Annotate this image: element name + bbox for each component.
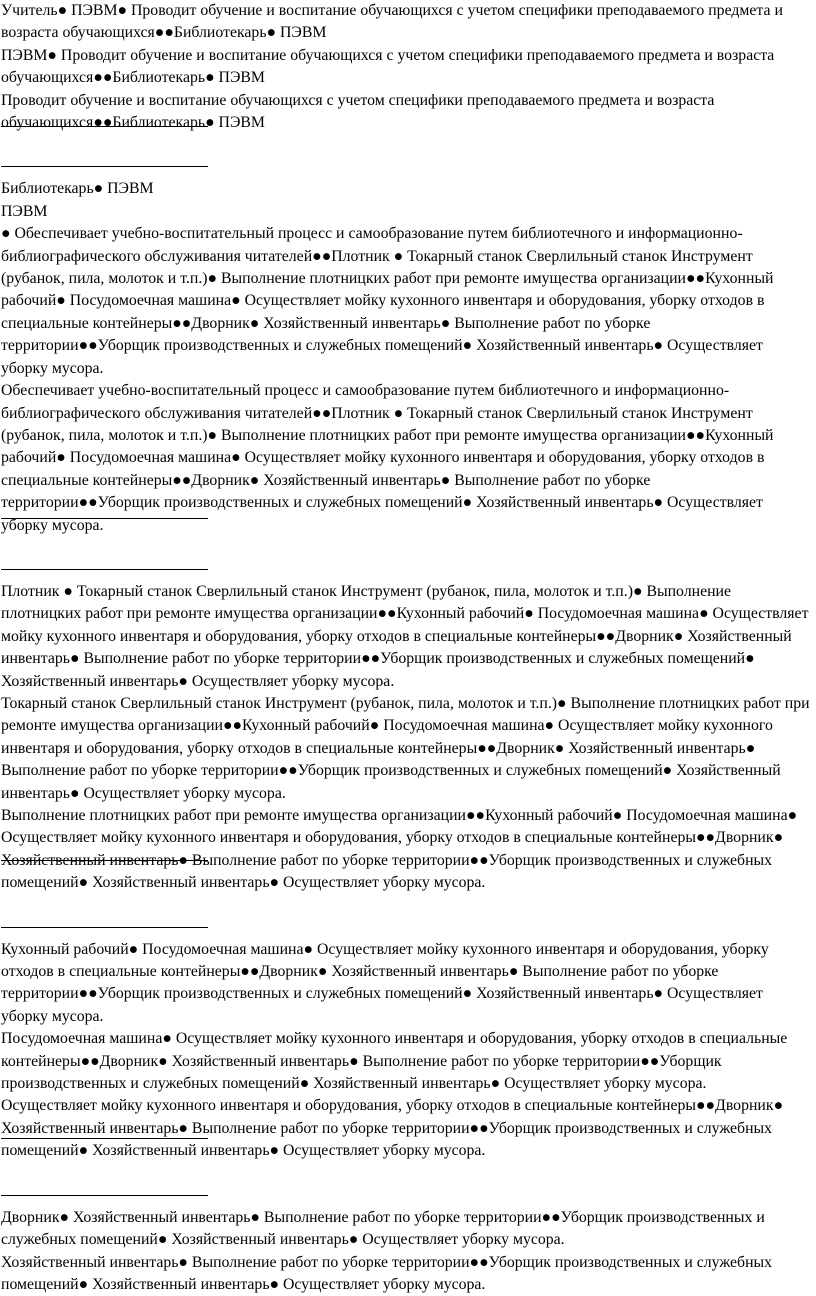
paragraph: ПЭВМ● Проводит обучение и воспитание обучающихся с учетом специфики преподаваемого предмета и возраста обучающихся●●Библиотекарь● ПЭВМ — [0, 45, 816, 90]
divider-rule — [1, 927, 208, 928]
section-divider — [0, 895, 816, 939]
paragraph: Плотник ● Токарный станок Сверлильный станок Инструмент (рубанок, пила, молоток и т.п.)● Выполнение плотницких работ при ремонте имущества организации●●Кухонный рабочий● Посудомоечная машина● Осуществляет мойку кухонного инвентаря и оборудования, уборку отходов в специальные контейнеры●●Дворник● Хозяйственный инвентарь● Выполнение работ по уборке территории●●Уборщик производственных и служебных помещений● Хозяйственный инвентарь● Осуществляет уборку мусора. — [0, 581, 816, 693]
section-divider — [0, 537, 816, 581]
paragraph: Проводит обучение и воспитание обучающихся с учетом специфики преподаваемого предмета и возраста обучающихся●●Библиотекарь● ПЭВМ — [0, 90, 816, 135]
paragraph: Библиотекарь● ПЭВМ — [0, 178, 816, 200]
paragraph: ● Обеспечивает учебно-воспитательный процесс и самообразование путем библиотечного и информационно-библиографического обслуживания читателей●●Плотник ● Токарный станок Сверлильный станок Инструмент (рубанок, пила, молоток и т.п.)● Выполнение плотницких работ при ремонте имущества организации●●Кухонный рабочий● Посудомоечная машина● Осуществляет мойку кухонного инвентаря и оборудования, уборку отходов в специальные контейнеры●●Дворник● Хозяйственный инвентарь● Выполнение работ по уборке территории●●Уборщик производственных и служебных помещений● Хозяйственный инвентарь● Осуществляет уборку мусора. — [0, 223, 816, 380]
paragraph: ПЭВМ — [0, 201, 816, 223]
section-1 — [0, 0, 816, 134]
overlay-rule — [1, 518, 208, 519]
paragraph: Обеспечивает учебно-воспитательный процесс и самообразование путем библиотечного и информационно-библиографического обслуживания читателей●●Плотник ● Токарный станок Сверлильный станок Инструмент (рубанок, пила, молоток и т.п.)● Выполнение плотницких работ при ремонте имущества организации●●Кухонный рабочий● Посудомоечная машина● Осуществляет мойку кухонного инвентаря и оборудования, уборку отходов в специальные контейнеры●●Дворник● Хозяйственный инвентарь● Выполнение работ по уборке территории●●Уборщик производственных и служебных помещений● Хозяйственный инвентарь● Осуществляет уборку мусора. — [0, 380, 816, 537]
paragraph: Кухонный рабочий● Посудомоечная машина● Осуществляет мойку кухонного инвентаря и оборудования, уборку отходов в специальные контейнеры●●Дворник● Хозяйственный инвентарь● Выполнение работ по уборке территории●●Уборщик производственных и служебных помещений● Хозяйственный инвентарь● Осуществляет уборку мусора. — [0, 939, 816, 1029]
paragraph: Посудомоечная машина● Осуществляет мойку кухонного инвентаря и оборудования, уборку отходов в специальные контейнеры●●Дворник● Хозяйственный инвентарь● Выполнение работ по уборке территории●●Уборщик производственных и служебных помещений● Хозяйственный инвентарь● Осуществляет уборку мусора. — [0, 1028, 816, 1095]
divider-rule — [1, 569, 208, 570]
section-divider — [0, 134, 816, 178]
paragraph: Осуществляет мойку кухонного инвентаря и оборудования, уборку отходов в специальные контейнеры●●Дворник● Хозяйственный инвентарь● Выполнение работ по уборке территории●●Уборщик производственных и служебных помещений● Хозяйственный инвентарь● Осуществляет уборку мусора. — [0, 1095, 816, 1162]
paragraph: Учитель● ПЭВМ● Проводит обучение и воспитание обучающихся с учетом специфики преподаваемого предмета и возраста обучающихся●●Библиотекарь● ПЭВМ — [0, 0, 816, 45]
overlay-rule — [1, 860, 208, 861]
section-3 — [0, 581, 816, 895]
paragraph: Выполнение плотницких работ при ремонте имущества организации●●Кухонный рабочий● Посудомоечная машина● Осуществляет мойку кухонного инвентаря и оборудования, уборку отходов в специальные контейнеры●●Дворник● Хозяйственный инвентарь● Выполнение работ по уборке территории●●Уборщик производственных и служебных помещений● Хозяйственный инвентарь● Осуществляет уборку мусора. — [0, 805, 816, 895]
section-2 — [0, 178, 816, 537]
section-divider — [0, 1163, 816, 1207]
overlay-rule — [1, 126, 208, 127]
divider-rule — [1, 166, 208, 167]
overlay-rule — [1, 1138, 208, 1139]
section-5 — [0, 1207, 816, 1296]
divider-rule — [1, 1195, 208, 1196]
paragraph: Токарный станок Сверлильный станок Инструмент (рубанок, пила, молоток и т.п.)● Выполнение плотницких работ при ремонте имущества организации●●Кухонный рабочий● Посудомоечная машина● Осуществляет мойку кухонного инвентаря и оборудования, уборку отходов в специальные контейнеры●●Дворник● Хозяйственный инвентарь● Выполнение работ по уборке территории●●Уборщик производственных и служебных помещений● Хозяйственный инвентарь● Осуществляет уборку мусора. — [0, 693, 816, 805]
paragraph: Дворник● Хозяйственный инвентарь● Выполнение работ по уборке территории●●Уборщик производственных и служебных помещений● Хозяйственный инвентарь● Осуществляет уборку мусора. — [0, 1207, 816, 1252]
paragraph: Хозяйственный инвентарь● Выполнение работ по уборке территории●●Уборщик производственных и служебных помещений● Хозяйственный инвентарь● Осуществляет уборку мусора. — [0, 1252, 816, 1296]
section-4 — [0, 939, 816, 1163]
